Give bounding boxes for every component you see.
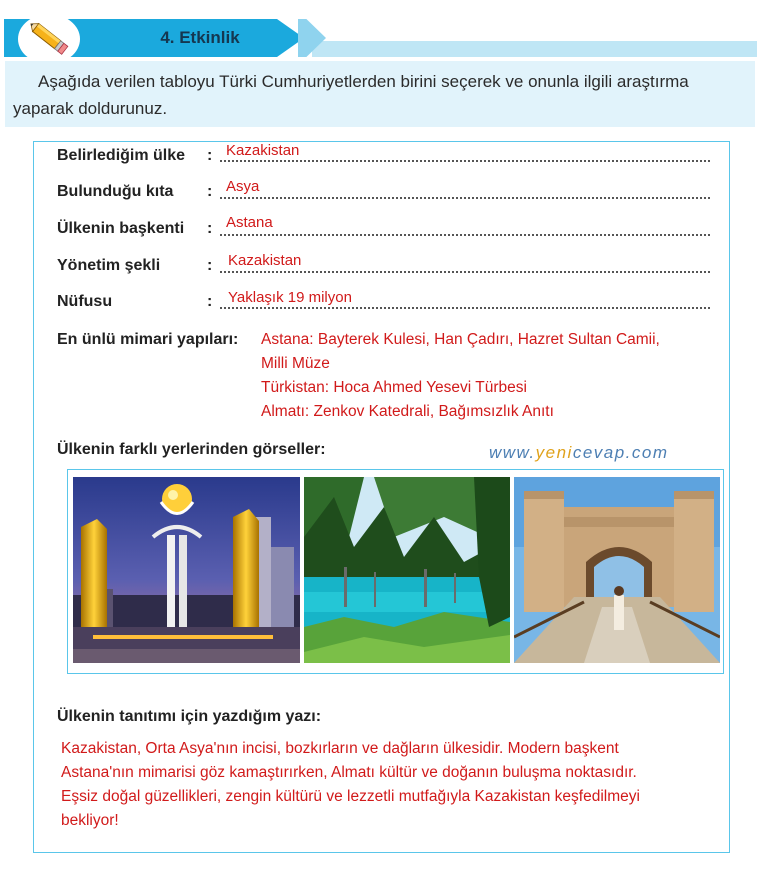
architecture-line: Almatı: Zenkov Katedrali, Bağımsızlık Anıtı	[261, 403, 554, 420]
field-colon: :	[207, 257, 213, 274]
bayterek-photo	[73, 477, 300, 663]
field-label-continent: Bulunduğu kıta	[57, 183, 174, 200]
essay-label: Ülkenin tanıtımı için yazdığım yazı:	[57, 708, 322, 725]
architecture-line: Milli Müze	[261, 355, 330, 372]
essay-line: Kazakistan, Orta Asya'nın incisi, bozkırların ve dağların ülkesidir. Modern başkent	[61, 740, 619, 757]
architecture-label: En ünlü mimari yapıları:	[57, 331, 239, 348]
field-answer-government[interactable]: Kazakistan	[228, 252, 302, 269]
architecture-line: Türkistan: Hoca Ahmed Yesevi Türbesi	[261, 379, 527, 396]
field-answer-capital[interactable]: Astana	[226, 214, 273, 231]
field-dotted-line	[220, 197, 710, 199]
field-dotted-line	[220, 271, 710, 273]
architecture-line: Astana: Bayterek Kulesi, Han Çadırı, Hazret Sultan Camii,	[261, 331, 660, 348]
field-answer-population[interactable]: Yaklaşık 19 milyon	[228, 289, 352, 306]
field-dotted-line	[220, 234, 710, 236]
field-label-government: Yönetim şekli	[57, 257, 161, 274]
field-colon: :	[207, 293, 213, 310]
images-section-label: Ülkenin farklı yerlerinden görseller:	[57, 441, 326, 458]
lake-photo	[304, 477, 510, 663]
activity-title: 4. Etkinlik	[160, 28, 240, 47]
pencil-icon	[26, 18, 72, 58]
field-colon: :	[207, 220, 213, 237]
essay-line: bekliyor!	[61, 812, 119, 829]
field-dotted-line	[220, 160, 710, 162]
field-answer-country[interactable]: Kazakistan	[226, 142, 300, 159]
field-colon: :	[207, 147, 213, 164]
essay-line: Eşsiz doğal güzellikleri, zengin kültürü ve lezzetli mutfağıyla Kazakistan keşfedilmeyi	[61, 788, 640, 805]
header-banner-tail	[312, 41, 757, 57]
essay-line: Astana'nın mimarisi göz kamaştırırken, Almatı kültür ve doğanın buluşma noktasıdır.	[61, 764, 637, 781]
field-label-capital: Ülkenin başkenti	[57, 220, 185, 237]
field-answer-continent[interactable]: Asya	[226, 178, 260, 195]
field-label-population: Nüfusu	[57, 293, 113, 310]
field-dotted-line	[220, 307, 710, 309]
field-label-country: Belirlediğim ülke	[57, 147, 186, 164]
instruction-text: Aşağıda verilen tabloyu Türki Cumhuriyetlerden birini seçerek ve onunla ilgili araştırma yaparak doldurunuz.	[13, 72, 689, 118]
watermark: www.yenicevap.com	[489, 443, 669, 462]
fortress-photo	[514, 477, 720, 663]
instruction-box	[5, 61, 755, 127]
field-colon: :	[207, 183, 213, 200]
